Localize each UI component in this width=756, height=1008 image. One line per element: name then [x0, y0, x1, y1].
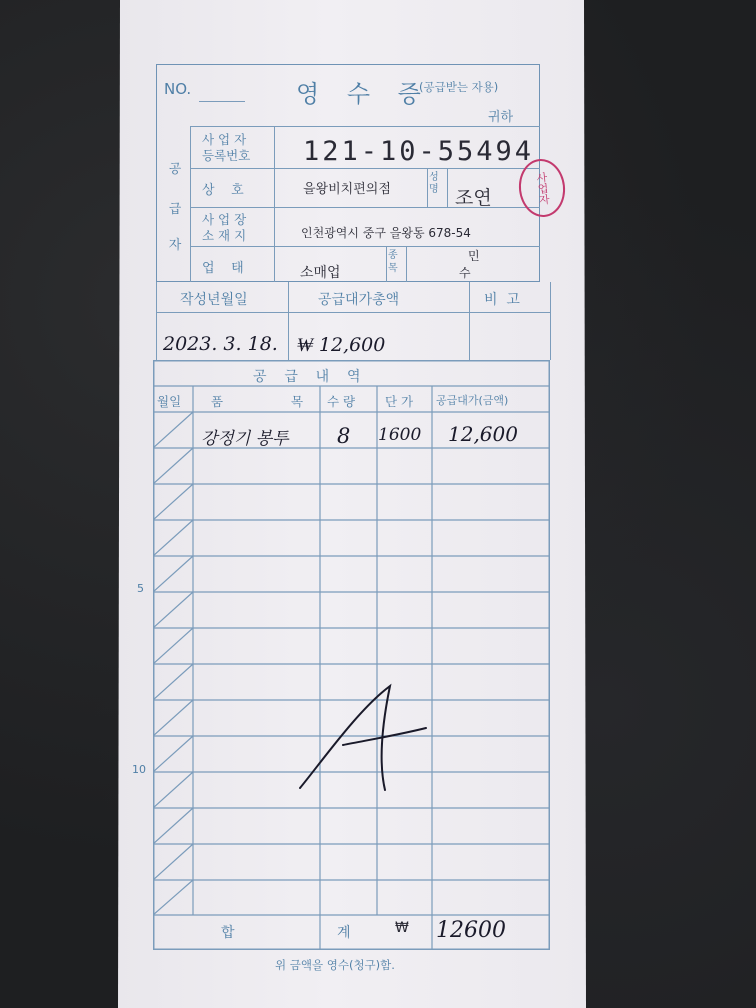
col-header-item-2: 목	[291, 394, 304, 409]
remark-label: 비 고	[484, 292, 520, 308]
supplier-char-2: 급	[168, 202, 182, 217]
owner-divider-2	[447, 168, 448, 207]
item-divider-2	[406, 246, 407, 282]
owner-label: 성명	[429, 172, 439, 195]
col-header-date: 월일	[157, 394, 182, 409]
total-row-currency: ₩	[395, 920, 409, 936]
item-divider	[386, 246, 387, 282]
row-item: 강정기 봉투	[201, 429, 289, 449]
row-unit-price: 1600	[378, 425, 422, 445]
row-qty: 8	[337, 424, 351, 448]
summary-div-2	[469, 282, 470, 360]
col-header-item-1: 품	[211, 394, 224, 409]
reg-label-1: 사 업 자	[202, 132, 247, 147]
footer-statement: 위 금액을 영수(청구)함.	[275, 958, 395, 972]
receipt-title: 영 수 증	[296, 80, 431, 108]
receipt-gwiha: 귀하	[488, 110, 514, 125]
receipt-no-label: NO.	[164, 80, 192, 98]
seal-text: 사업자	[534, 170, 551, 206]
receipt-title-sub: (공급받는 자용)	[419, 80, 499, 94]
addr-label-2: 소 재 지	[202, 228, 247, 243]
supplier-row-line-1	[190, 168, 540, 169]
supplier-top-line	[190, 126, 540, 127]
col-header-unit-price: 단 가	[385, 394, 414, 409]
supplier-label-divider	[274, 126, 275, 282]
trade-label: 상 호	[202, 183, 244, 198]
receipt-no-line	[199, 101, 245, 102]
margin-number-10: 10	[132, 763, 146, 776]
supplier-left-line	[190, 126, 191, 282]
summary-right	[550, 282, 551, 360]
summary-mid-line	[156, 312, 550, 313]
date-label: 작성년월일	[180, 292, 248, 308]
biz-type: 소매업	[300, 265, 341, 281]
item-value-2: 수	[459, 266, 471, 280]
row-amount: 12,600	[448, 422, 518, 446]
total-label: 공급대가총액	[318, 292, 400, 308]
addr-label-1: 사 업 장	[202, 212, 247, 227]
reg-number: 121-10-55494	[303, 136, 535, 167]
total-row-label-1: 합	[221, 925, 235, 941]
reg-label-2: 등록번호	[202, 148, 251, 163]
margin-number-5: 5	[137, 582, 144, 595]
col-header-amount: 공급대가(금액)	[436, 394, 509, 407]
date-value: 2023. 3. 18.	[163, 333, 278, 355]
supplier-char-1: 공	[168, 162, 182, 177]
item-label: 종목	[388, 250, 398, 274]
total-row-value: 12600	[436, 918, 506, 943]
summary-left	[156, 282, 157, 360]
total-value: ₩ 12,600	[297, 334, 386, 356]
item-value-1: 민	[468, 249, 480, 263]
trade-name: 을왕비치편의점	[303, 182, 391, 197]
owner-divider	[427, 168, 428, 207]
supplier-row-line-3	[190, 246, 540, 247]
details-title: 공 급 내 역	[253, 369, 361, 385]
supplier-char-3: 자	[168, 238, 182, 253]
owner-name: 조연	[455, 187, 492, 209]
total-row-label-2: 계	[337, 925, 351, 941]
summary-div-1	[288, 282, 289, 360]
col-header-qty: 수 량	[327, 394, 356, 409]
address: 인천광역시 중구 을왕동 678-54	[301, 226, 471, 240]
biz-type-label: 업 태	[202, 261, 244, 276]
